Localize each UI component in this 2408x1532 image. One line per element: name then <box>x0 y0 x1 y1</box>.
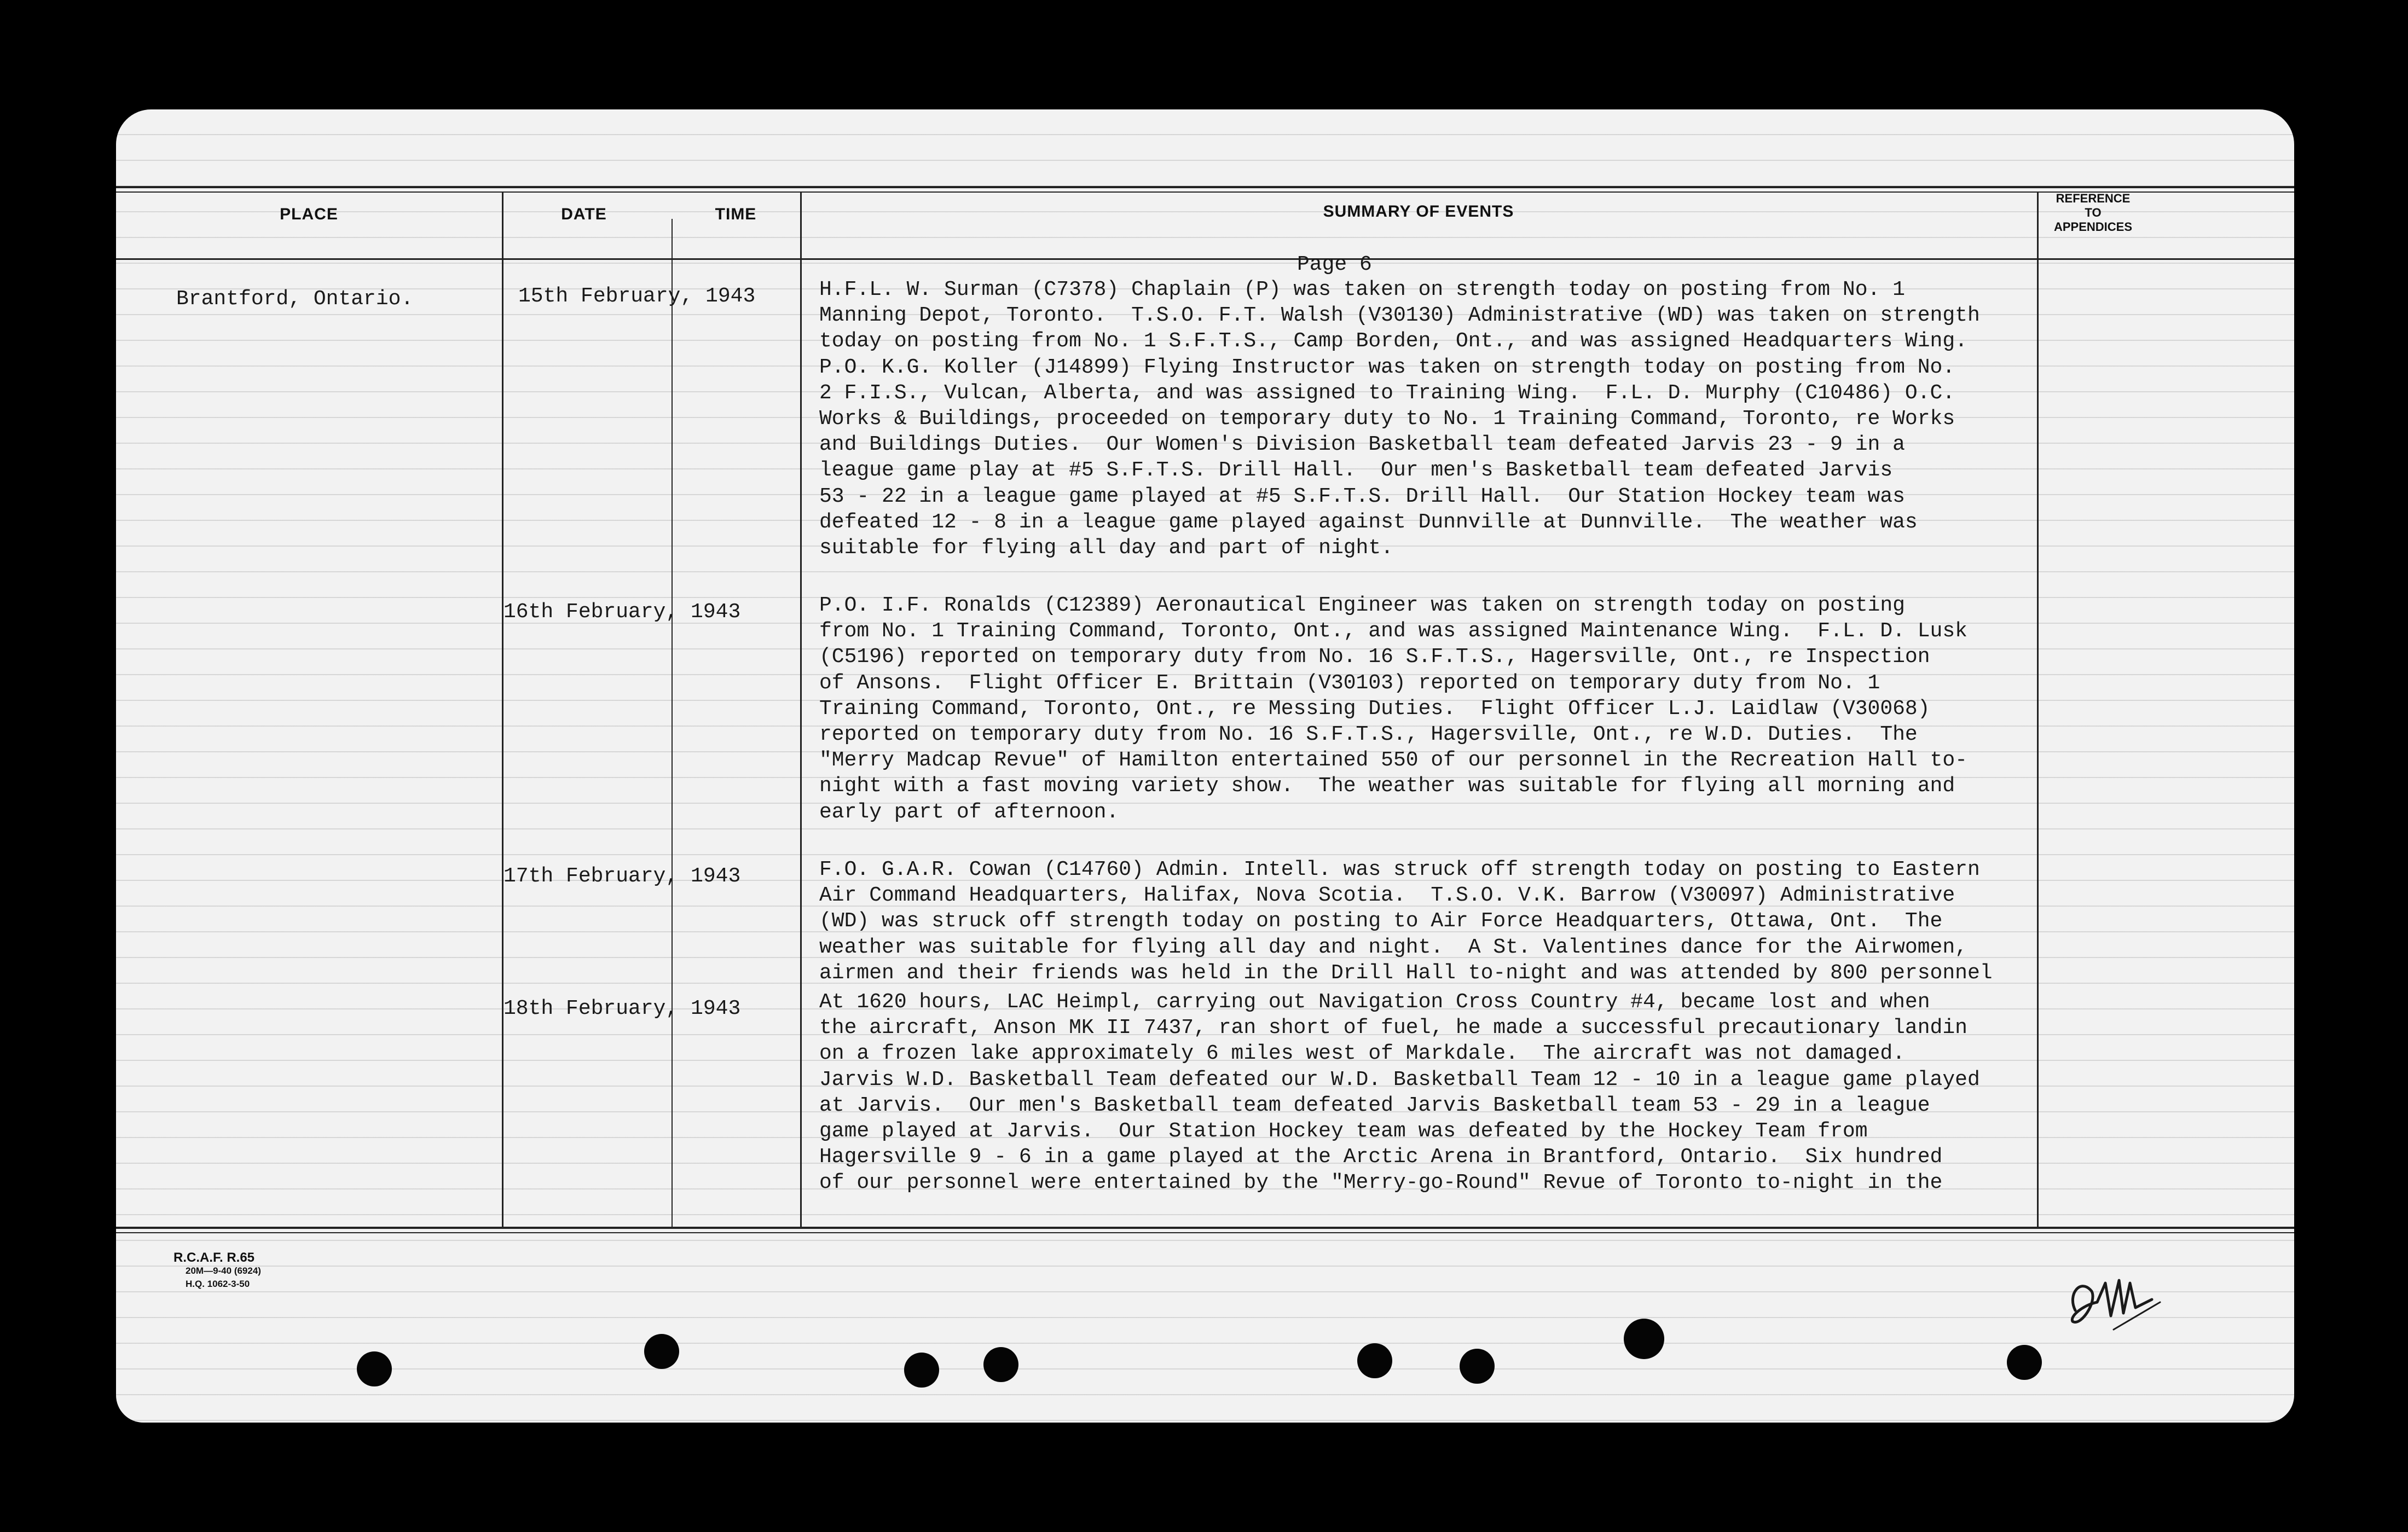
summary-line: Works & Buildings, proceeded on temporary duty to No. 1 Training Command, Toronto, re Works <box>819 407 1955 431</box>
top-rule-outer <box>116 186 2294 188</box>
diary-form-card <box>116 109 2294 1423</box>
binder-hole <box>1357 1343 1392 1378</box>
binder-hole <box>2007 1345 2042 1380</box>
summary-line: and Buildings Duties. Our Women's Division Basketball team defeated Jarvis 23 - 9 in a <box>819 433 1905 457</box>
summary-line: today on posting from No. 1 S.F.T.S., Camp Borden, Ont., and was assigned Headquarters Wing. <box>819 329 1967 353</box>
entry-date: 18th February, 1943 <box>503 997 741 1020</box>
summary-line: league game play at #5 S.F.T.S. Drill Hall. Our men's Basketball team defeated Jarvis <box>819 459 1893 483</box>
entry-date: 16th February, 1943 <box>503 600 741 624</box>
summary-line: 53 - 22 in a league game played at #5 S.F.T.S. Drill Hall. Our Station Hockey team was <box>819 484 1905 508</box>
summary-line: game played at Jarvis. Our Station Hockey team was defeated by the Hockey Team from <box>819 1119 1868 1143</box>
summary-line: (WD) was struck off strength today on posting to Air Force Headquarters, Ottawa, Ont. The <box>819 909 1943 933</box>
binder-hole <box>1460 1349 1495 1384</box>
date-header: DATE <box>561 205 607 223</box>
summary-line: (C5196) reported on temporary duty from No. 16 S.F.T.S., Hagersville, Ont., re Inspection <box>819 645 1930 669</box>
header-rule <box>116 258 2294 260</box>
summary-line: of our personnel were entertained by the "Merry-go-Round" Revue of Toronto to-night in the <box>819 1171 1943 1195</box>
summary-line: suitable for flying all day and part of night. <box>819 536 1393 560</box>
summary-line: F.O. G.A.R. Cowan (C14760) Admin. Intell. was struck off strength today on posting to Eastern <box>819 858 1980 881</box>
summary-line: on a frozen lake approximately 6 miles west of Markdale. The aircraft was not damaged. <box>819 1042 1905 1066</box>
summary-line: Training Command, Toronto, Ont., re Messing Duties. Flight Officer L.J. Laidlaw (V30068) <box>819 697 1930 721</box>
binder-hole <box>644 1334 679 1369</box>
time-header: TIME <box>715 205 757 223</box>
summary-line: Jarvis W.D. Basketball Team defeated our W.D. Basketball Team 12 - 10 in a league game played <box>819 1067 1980 1092</box>
binder-hole <box>1624 1319 1664 1359</box>
bottom-rule-inner <box>116 1232 2294 1233</box>
entry-date: 15th February, 1943 <box>518 285 756 308</box>
date-time-divider <box>672 219 673 1227</box>
summary-line: early part of afternoon. <box>819 800 1119 824</box>
place-date-divider <box>502 193 503 1227</box>
summary-line: the aircraft, Anson MK II 7437, ran short of fuel, he made a successful precautionary landin <box>819 1016 1967 1040</box>
summary-line: at Jarvis. Our men's Basketball team defeated Jarvis Basketball team 53 - 29 in a league <box>819 1093 1930 1117</box>
binder-hole <box>904 1353 939 1388</box>
reference-header-line: TO <box>2085 206 2102 219</box>
page-number: Page 6 <box>1297 253 1372 276</box>
summary-line: H.F.L. W. Surman (C7378) Chaplain (P) was taken on strength today on posting from No. 1 <box>819 278 1905 301</box>
entry-date: 17th February, 1943 <box>503 864 741 888</box>
summary-line: of Ansons. Flight Officer E. Brittain (V30103) reported on temporary duty from No. 1 <box>819 671 1880 695</box>
summary-line: At 1620 hours, LAC Heimpl, carrying out Navigation Cross Country #4, became lost and when <box>819 990 1930 1014</box>
summary-line: night with a fast moving variety show. The weather was suitable for flying all morning and <box>819 774 1955 798</box>
summary-line: 2 F.I.S., Vulcan, Alberta, and was assigned to Training Wing. F.L. D. Murphy (C10486) O.C. <box>819 381 1955 405</box>
top-rule-inner <box>116 192 2294 193</box>
binder-hole <box>983 1347 1018 1382</box>
summary-line: from No. 1 Training Command, Toronto, Ont., and was assigned Maintenance Wing. F.L. D. Lusk <box>819 619 1967 643</box>
reference-header-line: REFERENCE <box>2056 192 2131 205</box>
summary-line: Manning Depot, Toronto. T.S.O. F.T. Walsh (V30130) Administrative (WD) was taken on strength <box>819 304 1980 328</box>
reference-header <box>2034 192 2152 234</box>
summary-line: "Merry Madcap Revue" of Hamilton entertained 550 of our personnel in the Recreation Hall to- <box>819 748 1967 773</box>
summary-line: P.O. K.G. Koller (J14899) Flying Instructor was taken on strength today on posting from No. <box>819 355 1955 379</box>
handwritten-initials <box>2059 1261 2168 1343</box>
reference-header-line: APPENDICES <box>2053 220 2133 234</box>
form-hq-reference: H.Q. 1062-3-50 <box>186 1279 250 1289</box>
entry-place: Brantford, Ontario. <box>176 287 414 311</box>
form-identifier <box>173 1251 261 1291</box>
summary-header: SUMMARY OF EVENTS <box>1323 202 1514 220</box>
summary-line: defeated 12 - 8 in a league game played against Dunnville at Dunnville. The weather was <box>819 510 1918 534</box>
summary-line: airmen and their friends was held in the Drill Hall to-night and was attended by 800 personnel <box>819 961 1993 985</box>
summary-line: Hagersville 9 - 6 in a game played at the Arctic Arena in Brantford, Ontario. Six hundred <box>819 1145 1943 1169</box>
binder-hole <box>357 1351 392 1386</box>
bottom-rule-outer <box>116 1227 2294 1229</box>
time-summary-divider <box>800 193 802 1227</box>
summary-line: P.O. I.F. Ronalds (C12389) Aeronautical Engineer was taken on strength today on posting <box>819 594 1905 617</box>
summary-reference-divider <box>2037 193 2039 1227</box>
summary-line: Air Command Headquarters, Halifax, Nova Scotia. T.S.O. V.K. Barrow (V30097) Administrative <box>819 884 1955 908</box>
summary-line: weather was suitable for flying all day and night. A St. Valentines dance for the Airwomen, <box>819 935 1967 959</box>
form-number: R.C.A.F. R.65 <box>173 1250 255 1265</box>
place-header: PLACE <box>280 205 338 223</box>
form-print-run: 20M—9-40 (6924) <box>186 1266 261 1276</box>
summary-line: reported on temporary duty from No. 16 S.F.T.S., Hagersville, Ont., re W.D. Duties. The <box>819 723 1918 746</box>
